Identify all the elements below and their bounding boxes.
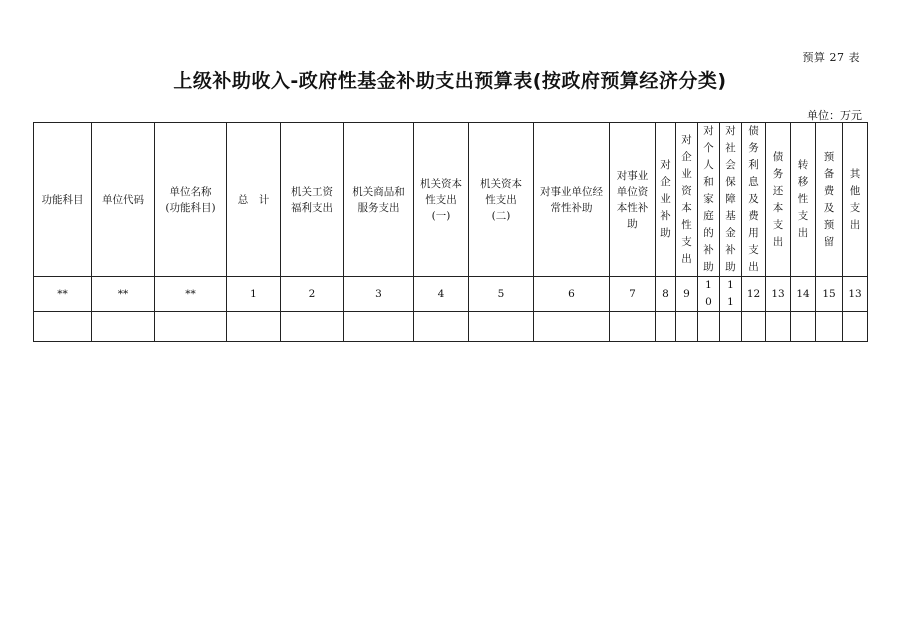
table-cell — [344, 312, 414, 342]
index-cell: 1 — [227, 277, 281, 312]
index-cell: 6 — [534, 277, 610, 312]
index-cell: ** — [92, 277, 155, 312]
table-cell — [791, 312, 816, 342]
index-cell: 9 — [676, 277, 698, 312]
header-cell: 对企业资本性支出 — [676, 123, 698, 277]
index-cell: 11 — [720, 277, 742, 312]
index-cell: 13 — [766, 277, 791, 312]
page-title: 上级补助收入-政府性基金补助支出预算表(按政府预算经济分类) — [173, 70, 727, 92]
header-cell: 对事业单位经常性补助 — [534, 123, 610, 277]
header-cell: 预备费及预留 — [816, 123, 843, 277]
header-cell: 机关工资福利支出 — [281, 123, 344, 277]
index-cell: 3 — [344, 277, 414, 312]
table-cell — [155, 312, 227, 342]
table-cell — [414, 312, 469, 342]
table-cell — [816, 312, 843, 342]
table-cell — [698, 312, 720, 342]
table-cell — [92, 312, 155, 342]
table-cell — [676, 312, 698, 342]
header-cell: 单位名称(功能科目) — [155, 123, 227, 277]
index-cell: 4 — [414, 277, 469, 312]
header-cell: 机关商品和服务支出 — [344, 123, 414, 277]
index-cell: 5 — [469, 277, 534, 312]
column-index-row — [34, 277, 868, 312]
table-row — [34, 312, 868, 342]
table-cell — [469, 312, 534, 342]
table-cell — [34, 312, 92, 342]
index-cell: 2 — [281, 277, 344, 312]
budget-table — [33, 122, 868, 342]
table-cell — [227, 312, 281, 342]
table-cell — [281, 312, 344, 342]
table-header-row — [34, 123, 868, 277]
table-cell — [742, 312, 766, 342]
header-cell: 对个人和家庭的补助 — [698, 123, 720, 277]
table-cell — [720, 312, 742, 342]
header-cell: 机关资本性支出(一) — [414, 123, 469, 277]
unit-label: 单位：万元 — [807, 109, 862, 122]
form-number: 预算 27 表 — [802, 51, 860, 64]
header-cell: 对社会保障基金补助 — [720, 123, 742, 277]
index-cell: 12 — [742, 277, 766, 312]
table-cell — [656, 312, 676, 342]
index-cell: 14 — [791, 277, 816, 312]
header-cell: 总 计 — [227, 123, 281, 277]
header-cell: 债务还本支出 — [766, 123, 791, 277]
header-cell: 机关资本性支出(二) — [469, 123, 534, 277]
header-cell: 转移性支出 — [791, 123, 816, 277]
header-cell: 对企业补助 — [656, 123, 676, 277]
table-cell — [610, 312, 656, 342]
header-cell: 债务利息及费用支出 — [742, 123, 766, 277]
index-cell: 8 — [656, 277, 676, 312]
table-cell — [534, 312, 610, 342]
header-cell: 对事业单位资本性补助 — [610, 123, 656, 277]
index-cell: ** — [34, 277, 92, 312]
table-cell — [843, 312, 868, 342]
index-cell: 10 — [698, 277, 720, 312]
index-cell: ** — [155, 277, 227, 312]
table-cell — [766, 312, 791, 342]
index-cell: 13 — [843, 277, 868, 312]
header-cell: 单位代码 — [92, 123, 155, 277]
index-cell: 7 — [610, 277, 656, 312]
index-cell: 15 — [816, 277, 843, 312]
header-cell: 功能科目 — [34, 123, 92, 277]
header-cell: 其他支出 — [843, 123, 868, 277]
